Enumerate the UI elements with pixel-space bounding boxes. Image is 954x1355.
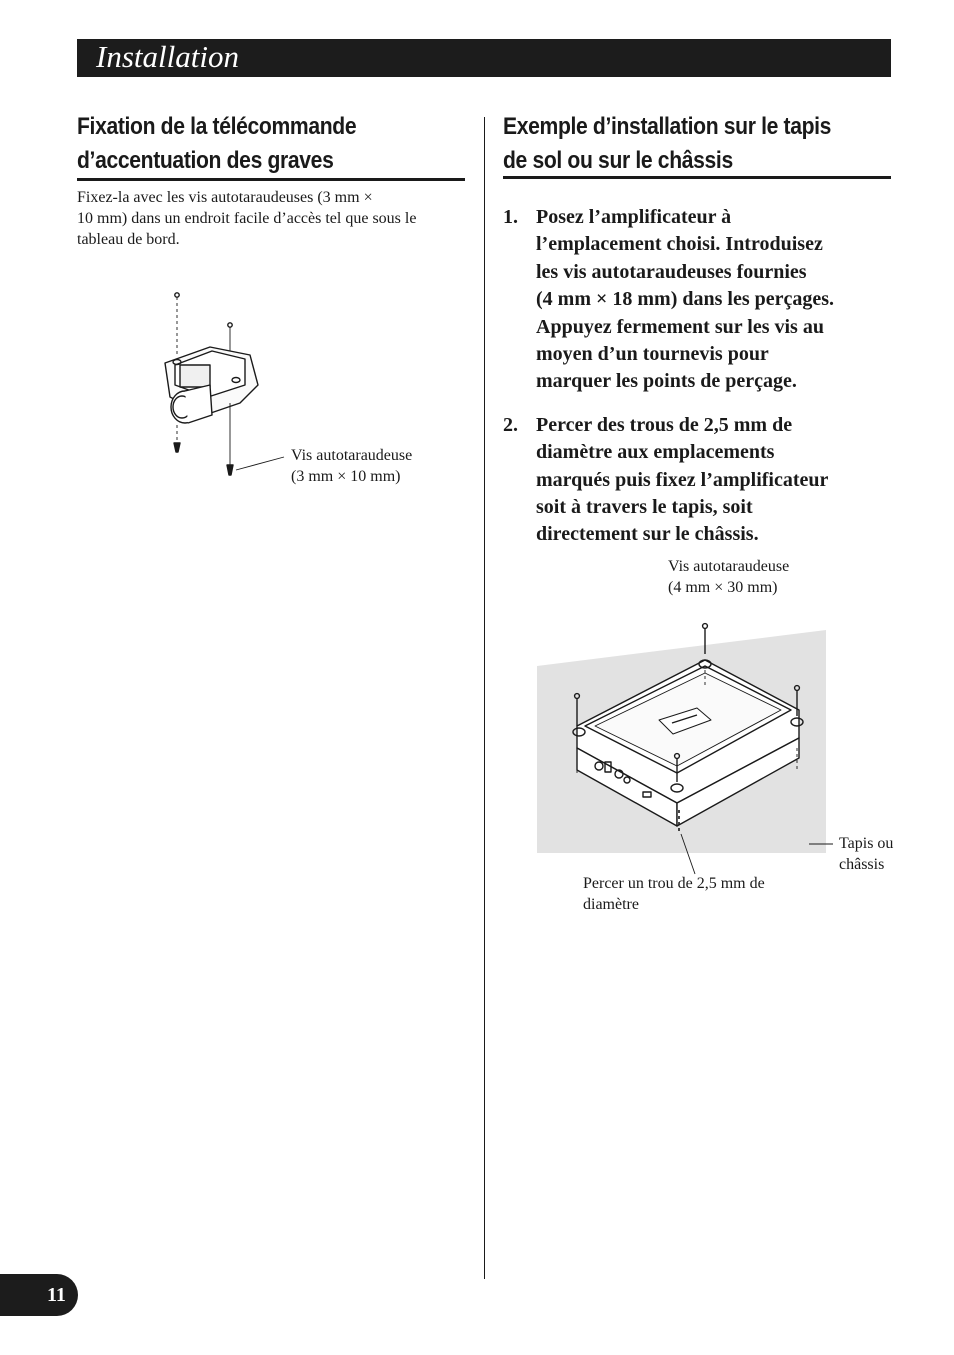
step-item <box>503 412 893 549</box>
step-number: 2. <box>503 413 518 436</box>
installation-steps <box>503 204 893 565</box>
drill-caption <box>583 873 765 915</box>
left-title-line2: d’accentuation des graves <box>77 147 334 174</box>
remote-screw-caption-line1: Vis autotaraudeuse <box>291 447 413 464</box>
left-title-rule <box>77 178 465 181</box>
drill-caption-line2: diamètre <box>583 896 639 913</box>
left-title-line1: Fixation de la télécommande <box>77 113 357 140</box>
step-line: diamètre aux emplacements <box>536 441 775 464</box>
drill-caption-line1: Percer un trou de 2,5 mm de <box>583 875 765 892</box>
surface-caption <box>839 833 893 875</box>
left-paragraph-line1: Fixez-la avec les vis autotaraudeuses (3 mm × <box>77 189 373 206</box>
section-header-title: Installation <box>96 39 239 74</box>
screw-icon <box>175 293 179 355</box>
remote-control-illustration <box>150 285 300 485</box>
amplifier-illustration <box>537 598 837 858</box>
surface-caption-line1: Tapis ou <box>839 835 894 852</box>
step-line: Appuyez fermement sur les vis au <box>536 315 824 338</box>
step-number: 1. <box>503 206 518 228</box>
left-paragraph-line3: tableau de bord. <box>77 231 180 248</box>
step-line: Posez l’amplificateur à <box>536 206 732 228</box>
step-line: l’emplacement choisi. Introduisez <box>536 233 823 256</box>
page-number-tab <box>0 1274 78 1316</box>
page-number: 11 <box>47 1284 66 1306</box>
amp-screw-caption-line2: (4 mm × 30 mm) <box>668 579 778 596</box>
right-title-line1: Exemple d’installation sur le tapis <box>503 113 832 140</box>
right-section-title <box>503 110 831 178</box>
amp-screw-caption-line1: Vis autotaraudeuse <box>668 558 790 575</box>
step-line: soit à travers le tapis, soit <box>536 496 753 519</box>
step-line: directement sur le châssis. <box>536 523 759 546</box>
amp-screw-caption <box>668 556 789 598</box>
column-divider <box>484 117 485 1279</box>
left-paragraph-line2: 10 mm) dans un endroit facile d’accès tel que sous le <box>77 210 417 227</box>
step-line: (4 mm × 18 mm) dans les perçages. <box>536 288 835 311</box>
remote-screw-caption <box>291 445 412 487</box>
surface-caption-line2: châssis <box>839 856 885 873</box>
screw-icon <box>174 425 180 452</box>
step-line: marqués puis fixez l’amplificateur <box>536 468 829 491</box>
left-section-title <box>77 110 356 178</box>
right-title-line2: de sol ou sur le châssis <box>503 147 733 174</box>
step-line: les vis autotaraudeuses fournies <box>536 260 807 283</box>
left-paragraph <box>77 187 469 250</box>
section-header-bar <box>77 39 891 77</box>
step-item <box>503 204 893 396</box>
right-title-rule <box>503 176 891 179</box>
step-line: marquer les points de perçage. <box>536 370 797 393</box>
step-line: Percer des trous de 2,5 mm de <box>536 413 793 436</box>
screw-icon <box>227 403 233 475</box>
remote-screw-caption-line2: (3 mm × 10 mm) <box>291 468 401 485</box>
step-line: moyen d’un tournevis pour <box>536 343 769 366</box>
